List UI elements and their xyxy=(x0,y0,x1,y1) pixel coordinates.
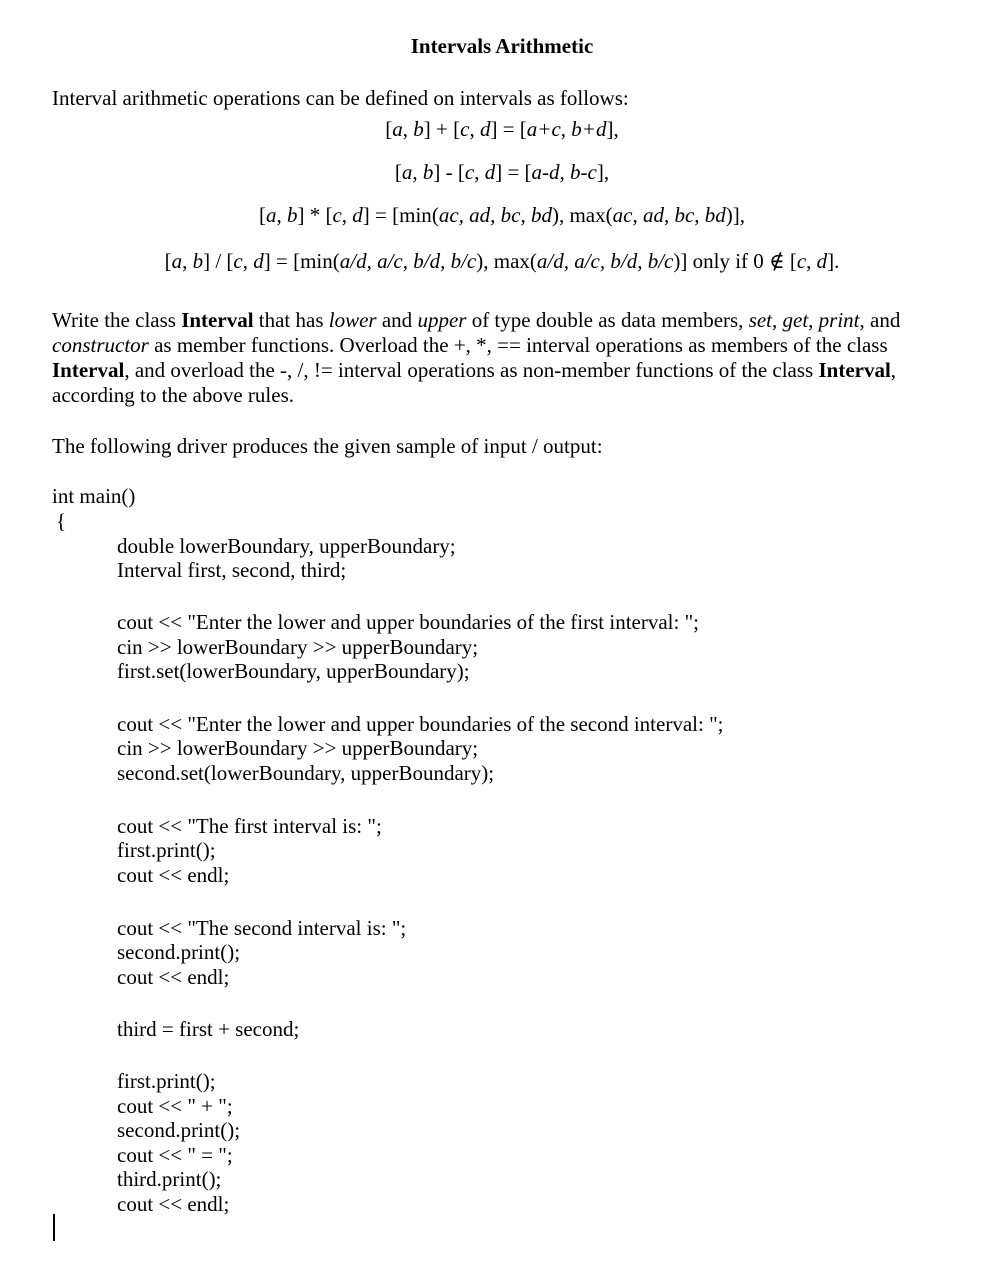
code-line: first.print(); xyxy=(117,1069,216,1093)
formula-addition: [a, b] + [c, d] = [a+c, b+d], xyxy=(385,117,619,141)
code-line: cout << endl; xyxy=(117,863,230,887)
formula-division: [a, b] / [c, d] = [min(a/d, a/c, b/d, b/c), max(a/d, a/c, b/d, b/c)] only if 0 ∉ [c, d]. xyxy=(164,249,840,273)
code-line: cout << " = "; xyxy=(117,1143,233,1167)
code-line: third.print(); xyxy=(117,1167,222,1191)
description-paragraph: Write the class Interval that has lower and upper of type double as data members, set, get, print, and constructor as member functions. Overload the +, *, == interval operations as members of the class Interval, and overload the -, /, != interval operations as non-member functions of the class Interval, according to the above rules. xyxy=(52,308,901,407)
code-line: cout << endl; xyxy=(117,965,230,989)
code-line: cout << endl; xyxy=(117,1192,230,1216)
code-main-signature: int main() xyxy=(52,484,136,508)
code-line: first.set(lowerBoundary, upperBoundary); xyxy=(117,659,470,683)
code-line: cin >> lowerBoundary >> upperBoundary; xyxy=(117,635,479,659)
code-open-brace: { xyxy=(56,509,67,533)
intro-text: Interval arithmetic operations can be defined on intervals as follows: xyxy=(52,86,629,110)
code-line: second.set(lowerBoundary, upperBoundary); xyxy=(117,761,495,785)
code-line: cin >> lowerBoundary >> upperBoundary; xyxy=(117,736,479,760)
code-line: cout << " + "; xyxy=(117,1094,233,1118)
code-line: second.print(); xyxy=(117,1118,241,1142)
code-line: Interval first, second, third; xyxy=(117,558,347,582)
code-line: cout << "Enter the lower and upper boundaries of the first interval: "; xyxy=(117,610,699,634)
text-cursor[interactable] xyxy=(53,1214,55,1241)
code-line: cout << "Enter the lower and upper boundaries of the second interval: "; xyxy=(117,712,724,736)
code-line: second.print(); xyxy=(117,940,241,964)
code-line: first.print(); xyxy=(117,838,216,862)
driver-intro: The following driver produces the given sample of input / output: xyxy=(52,434,603,458)
page-title: Intervals Arithmetic xyxy=(410,34,594,58)
formula-subtraction: [a, b] - [c, d] = [a-d, b-c], xyxy=(394,160,610,184)
code-line: cout << "The first interval is: "; xyxy=(117,814,382,838)
code-line: third = first + second; xyxy=(117,1017,300,1041)
code-line: cout << "The second interval is: "; xyxy=(117,916,407,940)
code-line: double lowerBoundary, upperBoundary; xyxy=(117,534,456,558)
formula-multiplication: [a, b] * [c, d] = [min(ac, ad, bc, bd), max(ac, ad, bc, bd)], xyxy=(258,203,746,227)
